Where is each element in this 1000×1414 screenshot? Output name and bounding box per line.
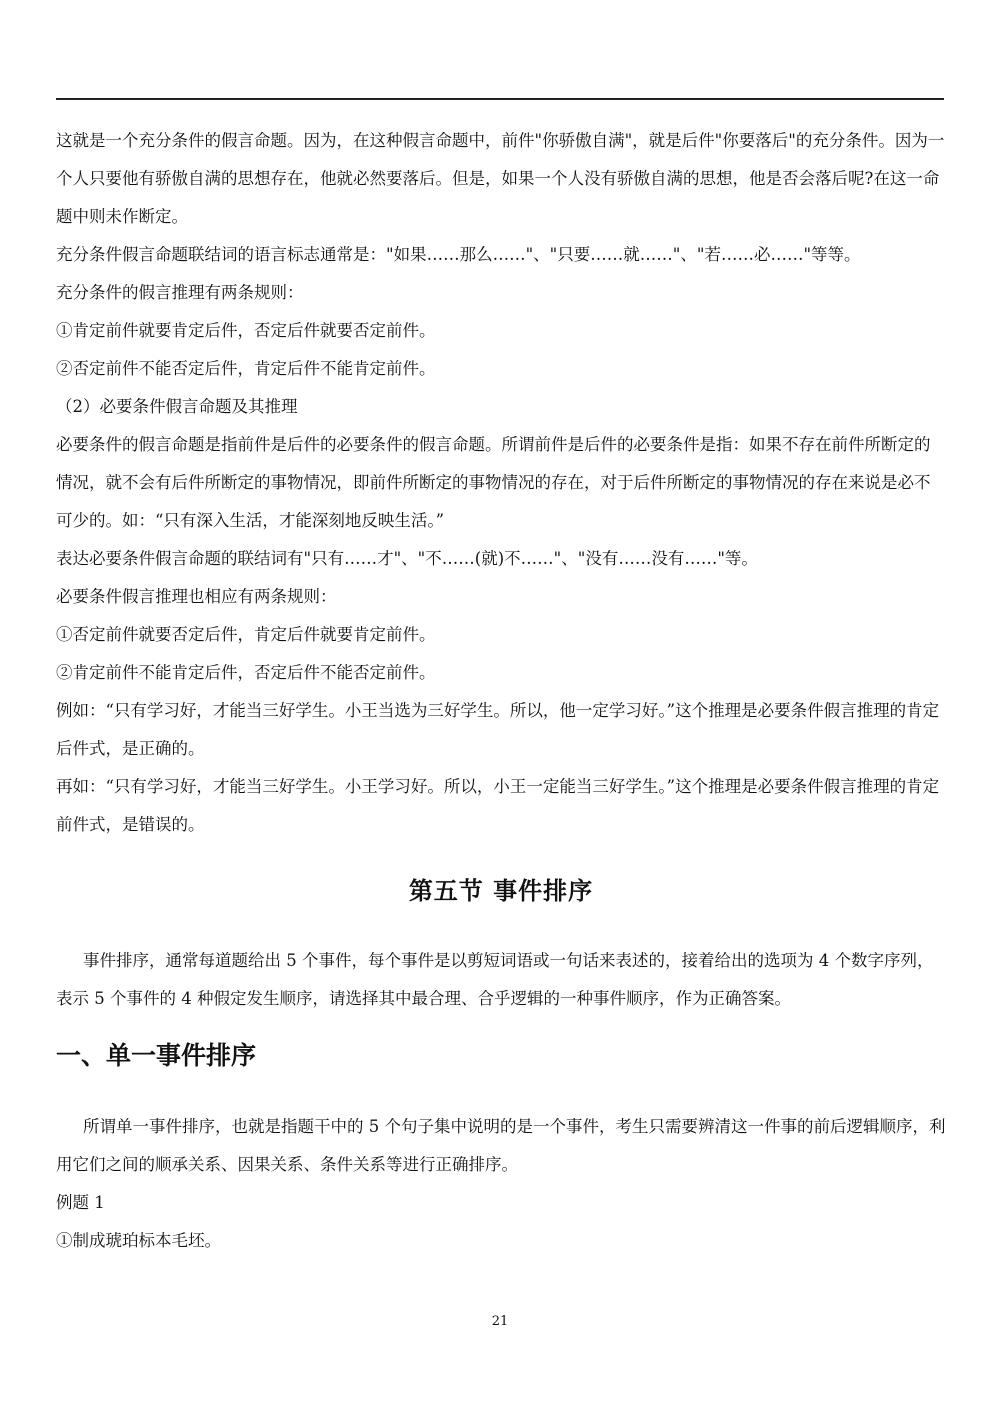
section-title: 第五节 事件排序 (408, 877, 594, 905)
paragraph-example-correct: 例如：“只有学习好，才能当三好学生。小王当选为三好学生。所以，他一定学习好。”这个推理是必要条件假言推理的肯定后件式，是正确的。 (56, 701, 940, 758)
necessary-rule-2: ②肯定前件不能肯定后件，否定后件不能否定前件。 (56, 663, 436, 682)
sufficient-rule-2: ②否定前件不能否定后件，肯定后件不能肯定前件。 (56, 359, 436, 378)
sufficient-rule-1: ①肯定前件就要肯定后件，否定后件就要否定前件。 (56, 321, 436, 340)
paragraph-necessary-connectives: 表达必要条件假言命题的联结词有"只有……才"、"不……(就)不……"、"没有……没有……"等。 (56, 549, 758, 568)
necessary-rule-1: ①否定前件就要否定后件，肯定后件就要肯定前件。 (56, 625, 436, 644)
header-rule (56, 98, 944, 100)
page-content (56, 122, 946, 1260)
heading-single-event-ordering: 一、单一事件排序 (56, 1041, 257, 1070)
subheading-necessary-condition: （2）必要条件假言命题及其推理 (56, 397, 298, 416)
page-number: 21 (491, 1314, 509, 1329)
section-intro: 事件排序，通常每道题给出 5 个事件，每个事件是以剪短词语或一句话来表述的，接着给出的选项为 4 个数字序列，表示 5 个事件的 4 种假定发生顺序，请选择其中最合理、合乎逻辑的一种事件顺序，作为正确答案。 (56, 951, 934, 1008)
example-label: 例题 1 (56, 1193, 105, 1212)
paragraph-necessary-rules-intro: 必要条件假言推理也相应有两条规则： (56, 587, 337, 606)
example-item-1: ①制成琥珀标本毛坯。 (56, 1231, 221, 1250)
paragraph-necessary-definition: 必要条件的假言命题是指前件是后件的必要条件的假言命题。所谓前件是后件的必要条件是指：如果不存在前件所断定的情况，就不会有后件所断定的事物情况，即前件所断定的事物情况的存在，对于后件所断定的事物情况的存在来说是必不可少的。如：“只有深入生活，才能深刻地反映生活。” (56, 435, 931, 530)
paragraph-sufficient-condition-example: 这就是一个充分条件的假言命题。因为，在这种假言命题中，前件"你骄傲自满"，就是后件"你要落后"的充分条件。因为一个人只要他有骄傲自满的思想存在，他就必然要落后。但是，如果一个人没有骄傲自满的思想，他是否会落后呢?在这一命题中则未作断定。 (56, 131, 945, 226)
paragraph-sufficient-rules-intro: 充分条件的假言推理有两条规则： (56, 283, 304, 302)
single-event-intro: 所谓单一事件排序，也就是指题干中的 5 个句子集中说明的是一个事件，考生只需要辨清这一件事的前后逻辑顺序，利用它们之间的顺承关系、因果关系、条件关系等进行正确排序。 (56, 1117, 946, 1174)
paragraph-sufficient-connectives: 充分条件假言命题联结词的语言标志通常是："如果……那么……"、"只要……就……"、"若……必……"等等。 (56, 245, 861, 264)
paragraph-example-wrong: 再如：“只有学习好，才能当三好学生。小王学习好。所以，小王一定能当三好学生。”这个推理是必要条件假言推理的肯定前件式，是错误的。 (56, 777, 940, 834)
